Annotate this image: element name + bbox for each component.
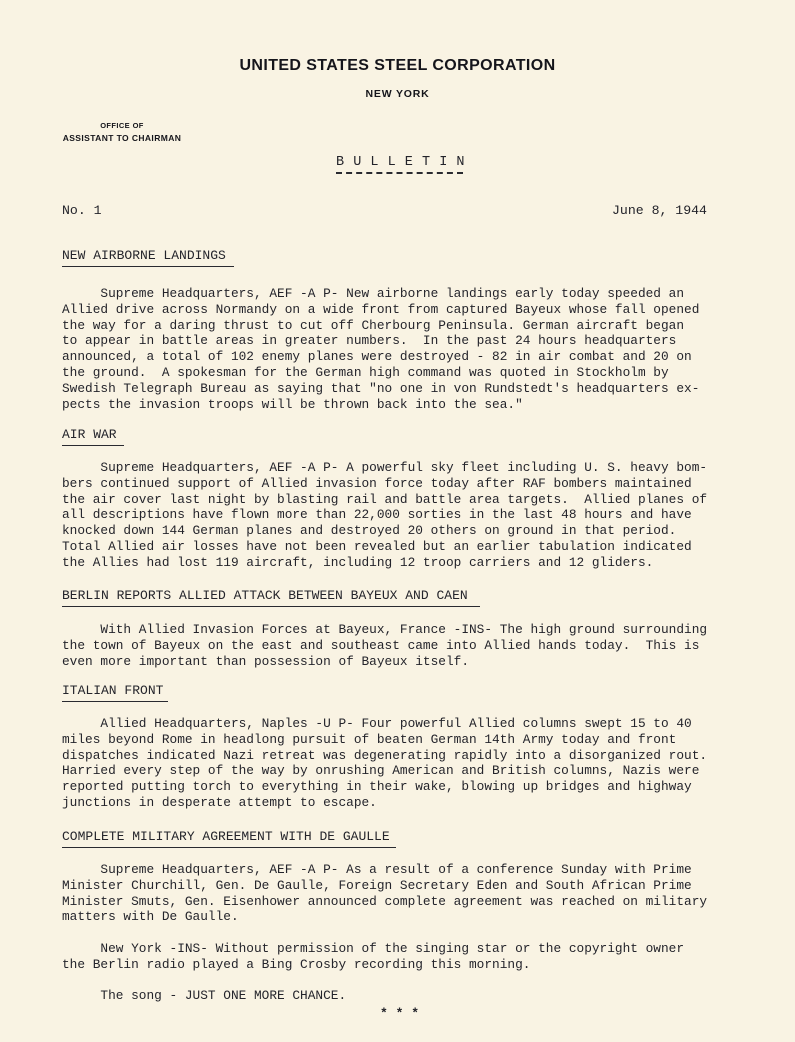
section-heading-rule	[62, 606, 480, 607]
section-heading-rule	[62, 847, 396, 848]
bulletin-title: B U L L E T I N	[336, 155, 466, 170]
paragraph-line: the ground. A spokesman for the German high command was quoted in Stockholm by	[62, 364, 669, 380]
paragraph-line: Allied drive across Normandy on a wide front from captured Bayeux whose fall opened	[62, 301, 700, 317]
paragraph-line: The song - JUST ONE MORE CHANCE.	[62, 988, 347, 1003]
section-heading: BERLIN REPORTS ALLIED ATTACK BETWEEN BAYEUX AND CAEN	[62, 588, 468, 603]
paragraph-line: the Allies had lost 119 aircraft, including 12 troop carriers and 12 gliders.	[62, 554, 654, 570]
office-title: ASSISTANT TO CHAIRMAN	[62, 133, 182, 143]
section-heading: NEW AIRBORNE LANDINGS	[62, 248, 226, 263]
paragraph-line: the town of Bayeux on the east and southeast came into Allied hands today. This is	[62, 637, 700, 653]
bulletin-number: No. 1	[62, 203, 102, 218]
news-paragraph	[62, 862, 742, 925]
section-heading: COMPLETE MILITARY AGREEMENT WITH DE GAULLE	[62, 829, 390, 844]
paragraph-line: Supreme Headquarters, AEF -A P- As a result of a conference Sunday with Prime	[62, 862, 692, 877]
paragraph-line: even more important than possession of Bayeux itself.	[62, 653, 470, 669]
bulletin-title-rule	[336, 172, 463, 174]
paragraph-line: With Allied Invasion Forces at Bayeux, France -INS- The high ground surrounding	[62, 622, 708, 637]
news-paragraph	[62, 286, 742, 412]
paragraph-line: miles beyond Rome in headlong pursuit of beaten German 14th Army today and front	[62, 731, 677, 747]
paragraph-line: Allied Headquarters, Naples -U P- Four powerful Allied columns swept 15 to 40	[62, 716, 692, 731]
news-paragraph	[62, 622, 742, 669]
paragraph-line: pects the invasion troops will be thrown back into the sea."	[62, 396, 523, 412]
paragraph-line: Harried every step of the way by onrushing American and British columns, Nazis were	[62, 763, 700, 779]
paragraph-line: junctions in desperate attempt to escape.	[62, 794, 377, 810]
news-paragraph	[62, 988, 742, 1004]
paragraph-line: the Berlin radio played a Bing Crosby recording this morning.	[62, 956, 531, 972]
paragraph-line: announced, a total of 102 enemy planes were destroyed - 82 in air combat and 20 on	[62, 349, 692, 365]
paragraph-line: knocked down 144 German planes and destroyed 20 others on ground in that period.	[62, 523, 677, 539]
paragraph-line: to appear in battle areas in greater numbers. In the past 24 hours headquarters	[62, 333, 677, 349]
paragraph-line: Minister Smuts, Gen. Eisenhower announced complete agreement was reached on military	[62, 893, 708, 909]
company-name: UNITED STATES STEEL CORPORATION	[239, 57, 556, 74]
paragraph-line: reported putting torch to everything in their wake, blowing up bridges and highway	[62, 779, 692, 795]
paragraph-line: Total Allied air losses have not been revealed but an earlier tabulation indicated	[62, 538, 692, 554]
section-heading-rule	[62, 445, 124, 446]
paragraph-line: New York -INS- Without permission of the singing star or the copyright owner	[62, 941, 685, 956]
section-heading: AIR WAR	[62, 427, 117, 442]
section-heading-rule	[62, 701, 168, 702]
paragraph-line: the way for a daring thrust to cut off Cherbourg Peninsula. German aircraft began	[62, 317, 685, 333]
section-heading-rule	[62, 266, 234, 267]
news-paragraph	[62, 460, 742, 571]
paragraph-line: Minister Churchill, Gen. De Gaulle, Foreign Secretary Eden and South African Prime	[62, 877, 692, 893]
paragraph-line: matters with De Gaulle.	[62, 909, 239, 925]
paragraph-line: Supreme Headquarters, AEF -A P- A powerful sky fleet including U. S. heavy bom-	[62, 460, 708, 475]
paragraph-line: dispatches indicated Nazi retreat was degenerating rapidly into a disorganized rout.	[62, 747, 708, 763]
company-city: NEW YORK	[365, 88, 430, 100]
paragraph-line: all descriptions have flown more than 22,000 sorties in the last 48 hours and have	[62, 507, 692, 523]
section-heading: ITALIAN FRONT	[62, 683, 164, 698]
paragraph-line: Swedish Telegraph Bureau as saying that "no one in von Rundstedt's headquarters ex-	[62, 380, 700, 396]
bulletin-date: June 8, 1944	[612, 203, 707, 218]
paragraph-line: bers continued support of Allied invasion force today after RAF bombers maintained	[62, 475, 692, 491]
paragraph-line: the air cover last night by blasting rail and battle area targets. Allied planes of	[62, 491, 708, 507]
office-of-label: OFFICE OF	[100, 121, 144, 130]
news-paragraph	[62, 716, 742, 811]
end-of-bulletin-mark: * * *	[380, 1006, 420, 1021]
news-paragraph	[62, 941, 742, 973]
paragraph-line: Supreme Headquarters, AEF -A P- New airborne landings early today speeded an	[62, 286, 685, 301]
